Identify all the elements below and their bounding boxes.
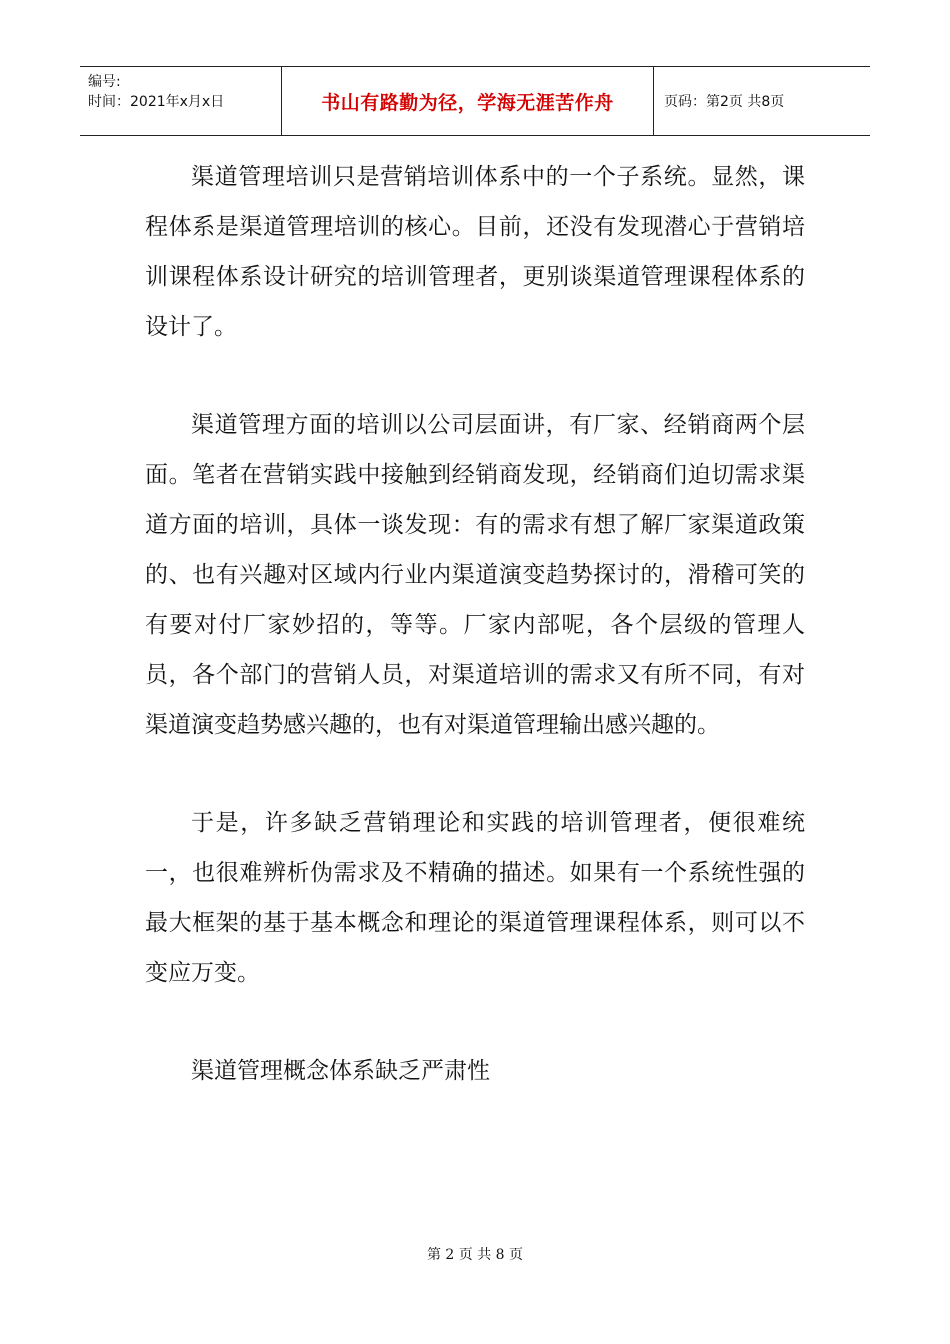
document-number-label: 编号: (88, 74, 121, 90)
document-header (80, 66, 870, 136)
paragraph-1: 渠道管理培训只是营销培训体系中的一个子系统。显然，课程体系是渠道管理培训的核心。目前，还没有发现潜心于营销培训课程体系设计研究的培训管理者，更别谈渠道管理课程体系的设计了。 (145, 164, 805, 340)
header-meta-cell (80, 67, 282, 135)
header-page-info: 页码：第2页 共8页 (664, 94, 785, 110)
paragraph-2: 渠道管理方面的培训以公司层面讲，有厂家、经销商两个层面。笔者在营销实践中接触到经销商发现，经销商们迫切需求渠道方面的培训，具体一谈发现：有的需求有想了解厂家渠道政策的、也有兴趣对区域内行业内渠道演变趋势探讨的，滑稽可笑的有要对付厂家妙招的，等等。厂家内部呢，各个层级的管理人员，各个部门的营销人员，对渠道培训的需求又有所不同，有对渠道演变趋势感兴趣的，也有对渠道管理输出感兴趣的。 (145, 412, 805, 738)
section-heading: 渠道管理概念体系缺乏严肃性 (191, 1058, 490, 1084)
page-footer: 第 2 页 共 8 页 (426, 1247, 524, 1263)
document-body (145, 152, 805, 1144)
paragraph-3: 于是，许多缺乏营销理论和实践的培训管理者，便很难统一，也很难辨析伪需求及不精确的描述。如果有一个系统性强的最大框架的基于基本概念和理论的渠道管理课程体系，则可以不变应万变。 (145, 810, 805, 986)
document-time-label: 时间：2021年x月x日 (88, 94, 225, 110)
header-motto: 书山有路勤为径，学海无涯苦作舟 (282, 67, 654, 135)
